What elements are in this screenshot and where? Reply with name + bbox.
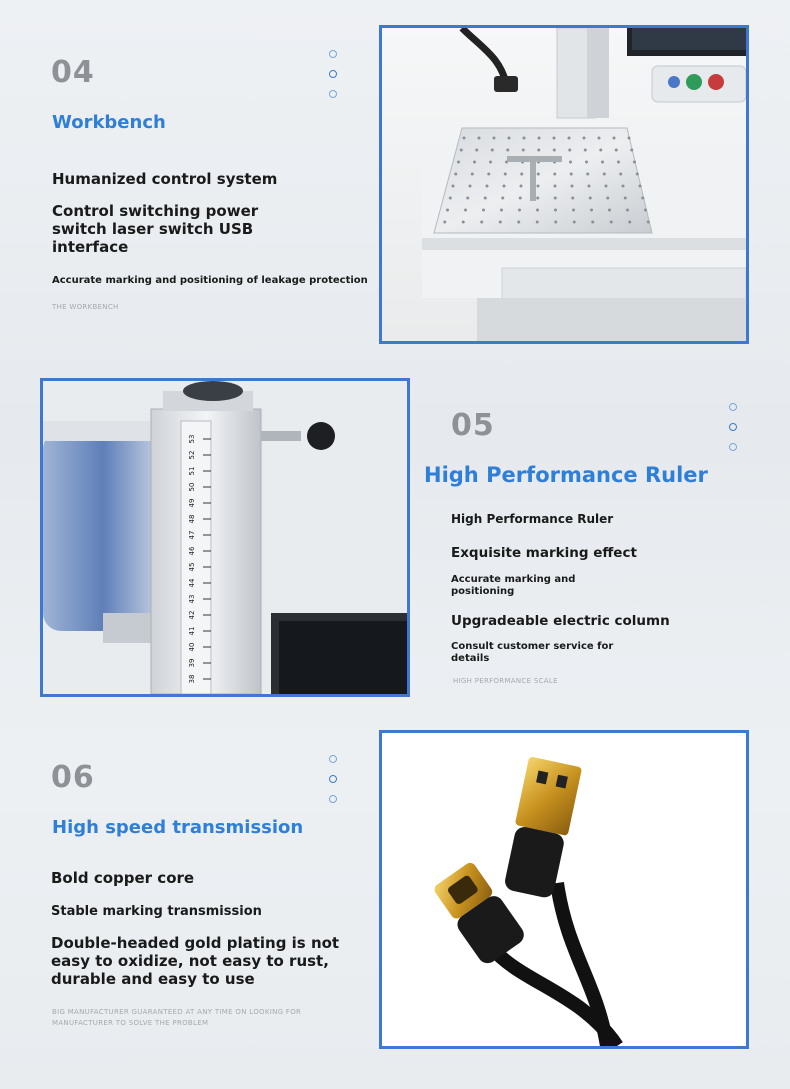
feature-line: Control switching power switch laser switch USB interface — [52, 202, 259, 256]
ruler-tick-label: 50 — [188, 482, 196, 492]
ruler-tick-label: 43 — [188, 594, 196, 604]
feature-line: Stable marking transmission — [51, 904, 262, 919]
feature-line: Exquisite marking effect — [451, 545, 637, 561]
feature-line: Humanized control system — [52, 170, 278, 188]
caption: HIGH PERFORMANCE SCALE — [453, 677, 558, 685]
usb-cable-photo — [379, 730, 749, 1049]
ruler-tick-label: 40 — [188, 642, 196, 652]
dot-indicator — [329, 755, 339, 815]
caption: BIG MANUFACTURER GUARANTEED AT ANY TIME ON LOOKING FOR MANUFACTURER TO SOLVE THE PROBLEM — [52, 1008, 302, 1027]
feature-line: Upgradeable electric column — [451, 613, 670, 629]
section-title: Workbench — [52, 112, 166, 133]
ruler-tick-label: 47 — [188, 530, 196, 540]
dot-indicator — [729, 403, 739, 463]
ruler-tick-label: 41 — [188, 626, 196, 636]
feature-line: Consult customer service for details — [451, 641, 614, 664]
ruler-tick-label: 48 — [188, 514, 196, 524]
ruler-tick-label: 51 — [188, 466, 196, 476]
ruler-tick-label: 46 — [188, 546, 196, 556]
workbench-photo — [379, 25, 749, 344]
ruler-tick-label: 39 — [188, 658, 196, 668]
section-number: 06 — [51, 760, 95, 795]
dot-indicator — [329, 50, 339, 110]
ruler-column-photo — [40, 378, 410, 697]
feature-line: Double-headed gold plating is not easy to oxidize, not easy to rust, durable and easy to use — [51, 934, 340, 988]
ruler-tick-label: 45 — [188, 562, 196, 572]
ruler-tick-label: 44 — [188, 578, 196, 588]
ruler-tick-label: 38 — [188, 674, 196, 684]
section-number: 04 — [51, 55, 95, 90]
ruler-tick-label: 52 — [188, 450, 196, 460]
feature-line: Accurate marking and positioning — [451, 574, 576, 597]
section-title: High speed transmission — [52, 817, 304, 838]
section-number: 05 — [451, 408, 495, 443]
feature-line: Bold copper core — [51, 869, 195, 887]
ruler-tick-label: 42 — [188, 610, 196, 620]
ruler-tick-label: 53 — [188, 434, 196, 444]
feature-line: Accurate marking and positioning of leakage protection — [52, 275, 368, 286]
section-title: High Performance Ruler — [424, 463, 708, 487]
caption: THE WORKBENCH — [52, 303, 119, 311]
feature-line: High Performance Ruler — [451, 512, 614, 526]
ruler-tick-label: 49 — [188, 498, 196, 508]
